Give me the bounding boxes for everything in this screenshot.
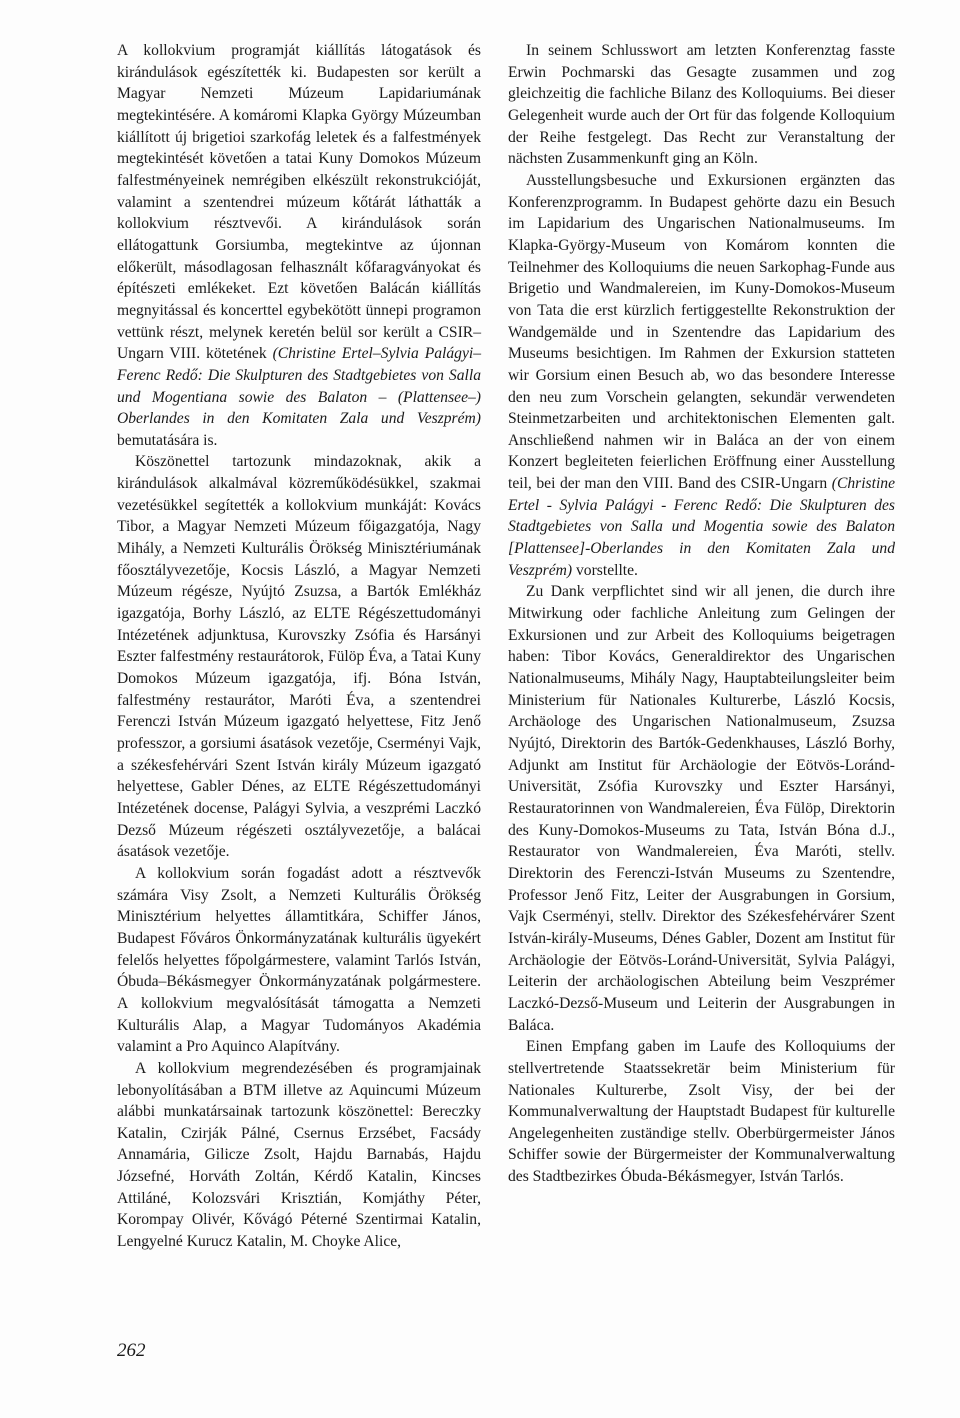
- paragraph: A kollokvium programját kiállítás látogatások és kirándulások egészítették ki. Budapesten sor került a Magyar Nemzeti Múzeum Lapidariumának megtekintésére. A komáromi Klapka György Múzeumban kiállított új brigetioi szarkofág leletek és a falfestmények megtekintését követően a tatai Kuny Domokos Múzeum falfestményeinek nemrégiben elkészült rekonstrukcióját, valamint a szentendrei múzeum kőtárát láthatták a kollokvium résztvevői. A kirándulások során ellátogattunk Gorsiumba, megtekintve az újonnan előkerült, másodlagosan felhasznált kőfaragványokat és építészeti emlékeket. Ezt követően Balácán kiállítás megnyitással és koncerttel egybekötött ünnepi programon vettünk részt, melynek keretén belül sor került a CSIR–Ungarn VIII. kötetének (Christine Ertel–Sylvia Palágyi–Ferenc Redő: Die Skulpturen des Stadtgebietes von Salla und Mogentiana sowie des Balaton – (Plattensee–) Oberlandes in den Komitaten Zala und Veszprém) bemutatására is.: [117, 42, 481, 449]
- left-column: [117, 40, 481, 1253]
- page-number: 262: [117, 1340, 146, 1361]
- paragraph: Zu Dank verpflichtet sind wir all jenen, die durch ihre Mitwirkung oder fachliche Anleitung zum Gelingen der Exkursionen und zur Arbeit des Kolloquiums beigetragen haben: Tibor Kovács, Generaldirektor des Ungarischen Nationalmuseums, Mihály Nagy, Hauptabteilungsleiter beim Ministerium für Nationales Kulturerbe, László Kocsis, Archäologe des Ungarischen Nationalmuseum, Zsuzsa Nyújtó, Direktorin des Bartók-Gedenkhauses, László Borhy, Adjunkt am Institut für Archäologie der Eötvös-Loránd-Universität, Zsófia Kurovszky und Eszter Harsányi, Restauratorinnen von Wandmalereien, Éva Fülöp, Direktorin des Kuny-Domokos-Museums zu Tata, István Bóna d.J., Restaurator von Wandmalereien, Éva Maróti, stellv. Direktorin des Ferenczi-István Museums zu Szentendre, Professor Jenő Fitz, Leiter der Ausgrabungen in Gorsium, Vajk Cserményi, stellv. Direktor des Székesfehérvárer Szent István-király-Museums, Dénes Gabler, Dozent am Institut für Archäologie der Eötvös-Loránd-Universität, Sylvia Palágyi, Leiterin der archäologischen Abteilung beim Veszprémer Laczkó-Dezső-Museum und Leiterin der Ausgrabungen in Baláca.: [508, 583, 895, 1034]
- paragraph: In seinem Schlusswort am letzten Konferenztag fasste Erwin Pochmarski das Gesagte zusammen und zog gleichzeitig die fachliche Bilanz des Kolloquiums. Bei dieser Gelegenheit wurde auch der Ort für das folgende Kolloquium der Reihe festgelegt. Das Recht zur Veranstaltung der nächsten Zusammenkunft ging an Köln.: [508, 42, 895, 168]
- paragraph: A kollokvium megrendezésében és programjainak lebonyolításában a BTM illetve az Aquincumi Múzeum alábbi munkatársainak tartozunk köszönettel: Bereczky Katalin, Czirják Pálné, Csernus Erzsébet, Facsády Annamária, Gilicze Zsolt, Hajdu Barnabás, Hajdu Józsefné, Horváth Zoltán, Kérdő Katalin, Kincses Attiláné, Kolozsvári Krisztián, Komjáthy Péter, Korompay Olivér, Kővágó Péterné Szentirmai Katalin, Lengyelné Kurucz Katalin, M. Choyke Alice,: [117, 1059, 481, 1251]
- right-column: [508, 40, 895, 1188]
- paragraph: A kollokvium során fogadást adott a résztvevők számára Visy Zsolt, a Nemzeti Kulturális Örökség Minisztérium helyettes államtitkára, Schiffer János, Budapest Főváros Önkormányzatának kulturális ügyekért felelős helyettes főpolgármestere, valamint Tarlós István, Óbuda–Békásmegyer Önkormányzatának polgármestere. A kollokvium megvalósítását támogatta a Nemzeti Kulturális Alap, a Magyar Tudományos Akadémia valamint a Pro Aquinco Alapítvány.: [117, 864, 481, 1056]
- paragraph: Köszönettel tartozunk mindazoknak, akik a kirándulások alkalmával közreműködésükkel, szakmai vezetésükkel segítették a kollokvium munkáját: Kovács Tibor, a Magyar Nemzeti Múzeum főigazgatója, Nagy Mihály, a Nemzeti Kulturális Örökség Minisztériumának főosztályvezetője, Kocsis László, a Magyar Nemzeti Múzeum régésze, Nyújtó Zsuzsa, a Bartók Emlékház igazgatója, Borhy László, az ELTE Régészettudományi Intézetének adjunktusa, Kurovszky Zsófia és Harsányi Eszter falfestmény restaurátorok, Fülöp Éva, a Tatai Kuny Domokos Múzeum igazgatója, ifj. Bóna István, falfestmény restaurátor, Maróti Éva, a szentendrei Ferenczi István Múzeum igazgató helyettese, Fitz Jenő professzor, a gorsiumi ásatások vezetője, Cserményi Vajk, a székesfehérvári Szent István király Múzeum igazgató helyettese, Gabler Dénes, az ELTE Régészettudományi Intézetének docense, Palágyi Sylvia, a veszprémi Laczkó Dezső Múzeum régészeti osztályvezetője, a balácai ásatások vezetője.: [117, 453, 481, 861]
- paragraph: Einen Empfang gaben im Laufe des Kolloquiums der stellvertretende Staatssekretär beim Ministerium für Nationales Kulturerbe, Zsolt Visy, der bei der Kommunalverwaltung der Hauptstadt Budapest für kulturelle Angelegenheiten zuständige stellv. Oberbürgermeister János Schiffer sowie der Bürgermeister der Kommunalverwaltung des Stadtbezirkes Óbuda-Békásmegyer, István Tarlós.: [508, 1038, 895, 1186]
- paragraph: Ausstellungsbesuche und Exkursionen ergänzten das Konferenzprogramm. In Budapest gehörte dazu ein Besuch im Lapidarium des Ungarischen Nationalmuseums. Im Klapka-György-Museum von Komárom konnten die Teilnehmer des Kolloquiums die neuen Sarkophag-Funde aus Brigetio und Wandmalereien, im Kuny-Domokos-Museum von Tata die erst kürzlich fertiggestellte Rekonstruktion der Wandgemälde und in Szentendre das Lapidarium des Museums besichtigen. Im Rahmen der Exkursion statteten wir Gorsium einen Besuch ab, wo das besondere Interesse den neu zum Vorschein gelangten, sekundär verwendeten Steinmetzarbeiten und architektonischen Elementen galt. Anschließend nahmen wir in Baláca an der von einem Konzert begleiteten feierlichen Eröffnung einer Ausstellung teil, bei der man den VIII. Band des CSIR-Ungarn (Christine Ertel - Sylvia Palágyi - Ferenc Redő: Die Skulpturen des Stadtgebietes von Salla und Mogentia sowie des Balaton [Plattensee]-Oberlandes in den Komitaten Zala und Veszprém) vorstellte.: [508, 171, 895, 579]
